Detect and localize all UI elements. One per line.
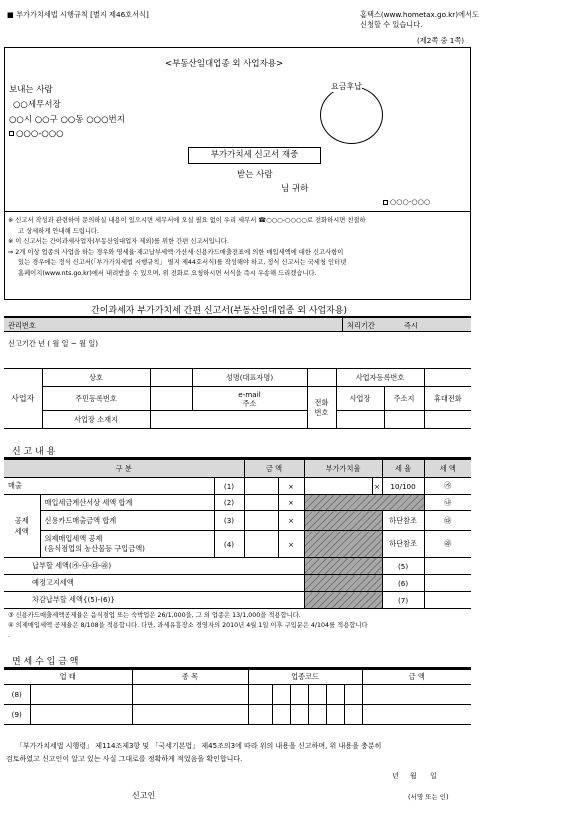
sender-postal bbox=[9, 129, 64, 139]
trade-name-label: 상호 bbox=[42, 369, 150, 387]
exempt-table bbox=[4, 669, 471, 725]
exempt-item-input[interactable] bbox=[132, 705, 248, 725]
footnote: ③ 신용카드매출세액공제율은 음식점업 또는 숙박업은 26/1,000을, 그 외 업종은 13/1,000을 적용합니다. bbox=[8, 612, 301, 619]
trade-name-value[interactable] bbox=[150, 369, 192, 387]
exempt-item-input[interactable] bbox=[132, 685, 248, 705]
sender-office: ○○세무서장 bbox=[13, 100, 61, 110]
page-count: (제2쪽 중 1쪽) bbox=[417, 36, 465, 45]
prelim-value[interactable] bbox=[424, 575, 471, 592]
exempt-code-digit[interactable] bbox=[290, 705, 308, 725]
reg-no-label: 사업자등록번호 bbox=[336, 369, 424, 387]
rep-name-label: 성명(대표자명) bbox=[192, 369, 307, 387]
exempt-header-amount: 금 액 bbox=[362, 670, 471, 685]
footnote: . bbox=[8, 632, 11, 639]
exempt-code-digit[interactable] bbox=[326, 685, 344, 705]
note-line: 홈페이지(www.nts.go.kr)에서 내려받을 수 있으며, 위 전화로 요청하시면 서식을 즉시 우송해 드리겠습니다. bbox=[18, 269, 317, 277]
header-amount: 금 액 bbox=[244, 460, 304, 478]
payable-label: 납부할 세액(㉮-㉯-㉰-㉱) bbox=[4, 558, 304, 575]
phone-label: 전화 bbox=[314, 397, 329, 407]
notes-block bbox=[8, 216, 470, 279]
sales-rate: 10/100 bbox=[382, 478, 424, 495]
row-num: (5) bbox=[382, 558, 424, 575]
note-line: 있는 경우에는 정식 신고서(「부가가치세법 시행규칙」 별지 제44호서식)를 작성해야 하고, 정식 신고서는 국세청 인터넷 bbox=[18, 259, 347, 266]
postal-box-icon bbox=[383, 200, 388, 205]
note-line: 고 상세하게 안내해 드립니다. bbox=[18, 227, 99, 235]
note-line: ⇒ 2개 이상 업종의 사업을 하는 경우와 영세율·재고납부세액·가산세·신용카드매출전표에 의한 매입세액에 대한 신고사항이 bbox=[8, 248, 344, 256]
envelope-title: <부동산임대업종 외 사업자용> bbox=[165, 59, 284, 69]
postal-box-icon bbox=[9, 131, 14, 136]
row-num: (6) bbox=[382, 575, 424, 592]
deemed-label-1: 의제매입세액 공제 bbox=[44, 534, 103, 543]
row-num: (4) bbox=[214, 531, 244, 558]
header-rate: 세 율 bbox=[382, 460, 424, 478]
receiver-postal-text: ○○○-○○○ bbox=[390, 197, 431, 206]
times-sign: × bbox=[372, 478, 382, 495]
row-num: (1) bbox=[214, 478, 244, 495]
exempt-row-num: (8) bbox=[4, 685, 30, 705]
declaration-date: 년 월 일 bbox=[392, 772, 437, 780]
header-vat-ratio: 부가가치율 bbox=[304, 460, 382, 478]
row-num: (7) bbox=[382, 592, 424, 609]
times-sign: × bbox=[278, 531, 304, 558]
address-label: 주소 bbox=[242, 398, 257, 408]
signature-label: (서명 또는 인) bbox=[408, 793, 449, 801]
exempt-code-digit[interactable] bbox=[344, 705, 362, 725]
sales-amount[interactable] bbox=[244, 478, 278, 495]
times-sign: × bbox=[278, 495, 304, 511]
deemed-amount[interactable] bbox=[244, 531, 278, 558]
receiver-honorific: 님 귀하 bbox=[281, 184, 309, 194]
email-address-label bbox=[192, 387, 307, 411]
report-table bbox=[4, 459, 471, 609]
footnotes bbox=[8, 611, 368, 641]
credit-card-amount[interactable] bbox=[244, 511, 278, 531]
exempt-code-digit[interactable] bbox=[248, 685, 272, 705]
hatched-cell bbox=[304, 592, 382, 609]
payable-value[interactable] bbox=[424, 558, 471, 575]
tax-mark: ㉱ bbox=[424, 531, 471, 558]
exempt-code-digit[interactable] bbox=[326, 705, 344, 725]
envelope-main-title: 부가가치세 신고서 재중 bbox=[188, 147, 321, 164]
receiver-postal bbox=[383, 197, 430, 206]
report-period: 신고기간 년 ( 월 일 ~ 월 일) bbox=[8, 339, 99, 348]
header-tax: 세 액 bbox=[424, 460, 471, 478]
row-num: (2) bbox=[214, 495, 244, 511]
phone-label-2: 번호 bbox=[314, 407, 329, 417]
exempt-amount-input[interactable] bbox=[362, 685, 471, 705]
exempt-business-type-input[interactable] bbox=[30, 705, 132, 725]
reporter-label: 신고인 bbox=[132, 791, 156, 800]
header-category: 구 분 bbox=[4, 460, 244, 478]
tax-mark: ㉰ bbox=[424, 511, 471, 531]
row-num: (3) bbox=[214, 511, 244, 531]
sender-label: 보내는 사람 bbox=[9, 85, 53, 95]
net-payable-value[interactable] bbox=[424, 592, 471, 609]
processing-period-value: 즉시 bbox=[404, 321, 418, 330]
exempt-amount-input[interactable] bbox=[362, 705, 471, 725]
location-value[interactable] bbox=[150, 411, 307, 429]
envelope-box bbox=[4, 47, 471, 300]
exempt-code-digit[interactable] bbox=[344, 685, 362, 705]
deemed-rate: 하단참조 bbox=[382, 531, 424, 558]
management-number-label: 관리번호 bbox=[8, 321, 36, 330]
form-code: ■ 부가가치세법 시행규칙 [별지 제46호서식] bbox=[7, 10, 149, 19]
hatched-cell bbox=[304, 511, 382, 531]
postage-label: 요금후납 bbox=[331, 82, 362, 91]
exempt-code-digit[interactable] bbox=[248, 705, 272, 725]
receiver-label: 받는 사람 bbox=[237, 170, 273, 180]
business-table bbox=[4, 368, 471, 429]
note-line: ※ 이 신고서는 간이과세사업자(부동산임대업자 제외)를 위한 간편 신고서입니다. bbox=[8, 238, 229, 245]
times-sign: × bbox=[278, 478, 304, 495]
exempt-code-digit[interactable] bbox=[308, 705, 326, 725]
declaration-line1: 「부가가치세법 시행령」 제114조제3항 및 「국세기본법」 제45조의3에 따라 위의 내용을 신고하며, 위 내용을 충분히 bbox=[16, 742, 382, 750]
exempt-header-item: 종 목 bbox=[132, 670, 248, 685]
business-label-cell bbox=[4, 369, 42, 429]
phone-home-value[interactable] bbox=[384, 411, 424, 429]
postage-stamp-circle bbox=[320, 86, 383, 144]
hometax-note-line1: 홈택스(www.hometax.go.kr)에서도 bbox=[360, 10, 479, 19]
hometax-note-line2: 신청할 수 있습니다. bbox=[360, 20, 423, 29]
credit-label-cell bbox=[4, 495, 40, 558]
exempt-code-digit[interactable] bbox=[272, 705, 290, 725]
tax-mark: ㉯ bbox=[424, 495, 471, 511]
sender-postal-text: ○○○-○○○ bbox=[16, 129, 64, 139]
times-sign: × bbox=[278, 511, 304, 531]
hatched-cell bbox=[304, 495, 424, 511]
hatched-cell bbox=[304, 531, 382, 558]
processing-period-label: 처리기간 bbox=[347, 321, 375, 330]
envelope-divider bbox=[5, 211, 470, 212]
report-section-title: 신 고 내 용 bbox=[12, 447, 56, 457]
hatched-cell bbox=[304, 558, 382, 575]
purchase-invoice-label: 매입세금계산서상 세액 합계 bbox=[40, 495, 214, 511]
exempt-row-num: (9) bbox=[4, 705, 30, 725]
purchase-invoice-amount[interactable] bbox=[244, 495, 278, 511]
exempt-business-type-input[interactable] bbox=[30, 685, 132, 705]
tax-mark: ㉮ bbox=[424, 478, 471, 495]
divider bbox=[342, 318, 343, 331]
exempt-code-digit[interactable] bbox=[272, 685, 290, 705]
declaration-line2: 검토하였고 신고인이 알고 있는 사실 그대로를 정확하게 적었음을 확인합니다. bbox=[6, 755, 243, 763]
management-row bbox=[4, 318, 471, 332]
resident-no-label: 주민등록번호 bbox=[42, 387, 150, 411]
note-line: ※ 신고서 작성과 관련하여 문의하실 내용이 있으시면 세무서에 오실 필요 없이 우리 세무서 ☎○○○-○○○○로 전화하시면 친절하 bbox=[8, 217, 366, 224]
exempt-code-digit[interactable] bbox=[290, 685, 308, 705]
exempt-section-title: 면 세 수 입 금 액 bbox=[12, 657, 79, 667]
sales-ratio[interactable] bbox=[304, 478, 372, 495]
credit-label-2: 세액 bbox=[14, 527, 29, 536]
phone-mobile-value[interactable] bbox=[424, 411, 471, 429]
phone-mobile-label: 휴대전화 bbox=[424, 387, 471, 411]
location-label: 사업장 소재지 bbox=[42, 411, 150, 429]
phone-label-cell bbox=[307, 387, 336, 429]
phone-home-label: 주소지 bbox=[384, 387, 424, 411]
credit-card-label: 신용카드매출금액 합계 bbox=[40, 511, 214, 531]
exempt-header-code: 업종코드 bbox=[248, 670, 362, 685]
phone-workplace-value[interactable] bbox=[336, 411, 384, 429]
email-label: e-mail bbox=[238, 389, 261, 399]
rep-name-value[interactable] bbox=[307, 369, 336, 387]
exempt-header-business-type: 업 태 bbox=[4, 670, 132, 685]
resident-no-value[interactable] bbox=[150, 387, 192, 411]
deemed-label-2: (음식점업의 농산물등 구입금액) bbox=[44, 544, 145, 553]
phone-workplace-label: 사업장 bbox=[336, 387, 384, 411]
exempt-code-digit[interactable] bbox=[308, 685, 326, 705]
business-label: 사업자 bbox=[11, 394, 35, 403]
deemed-purchase-label bbox=[40, 531, 214, 558]
reg-no-value[interactable] bbox=[424, 369, 471, 387]
net-payable-label: 차감납부할 세액{(5)-(6)} bbox=[4, 592, 304, 609]
hatched-cell bbox=[304, 575, 382, 592]
footnote: ④ 의제매입세액 공제율은 8/108을 적용합니다. 다만, 과세유흥장소 경영자의 2010년 4월 1일 이후 구입분은 4/104를 적용합니다 bbox=[8, 622, 368, 629]
form-title: 간이과세자 부가가치세 간편 신고서(부동산임대업종 외 사업자용) bbox=[91, 306, 348, 316]
prelim-label: 예정고지세액 bbox=[4, 575, 304, 592]
credit-card-rate: 하단참조 bbox=[382, 511, 424, 531]
sender-address: ○○시 ○○구 ○○동 ○○○번지 bbox=[9, 115, 125, 125]
sales-label: 매출 bbox=[4, 478, 214, 495]
credit-label-1: 공제 bbox=[14, 516, 29, 525]
